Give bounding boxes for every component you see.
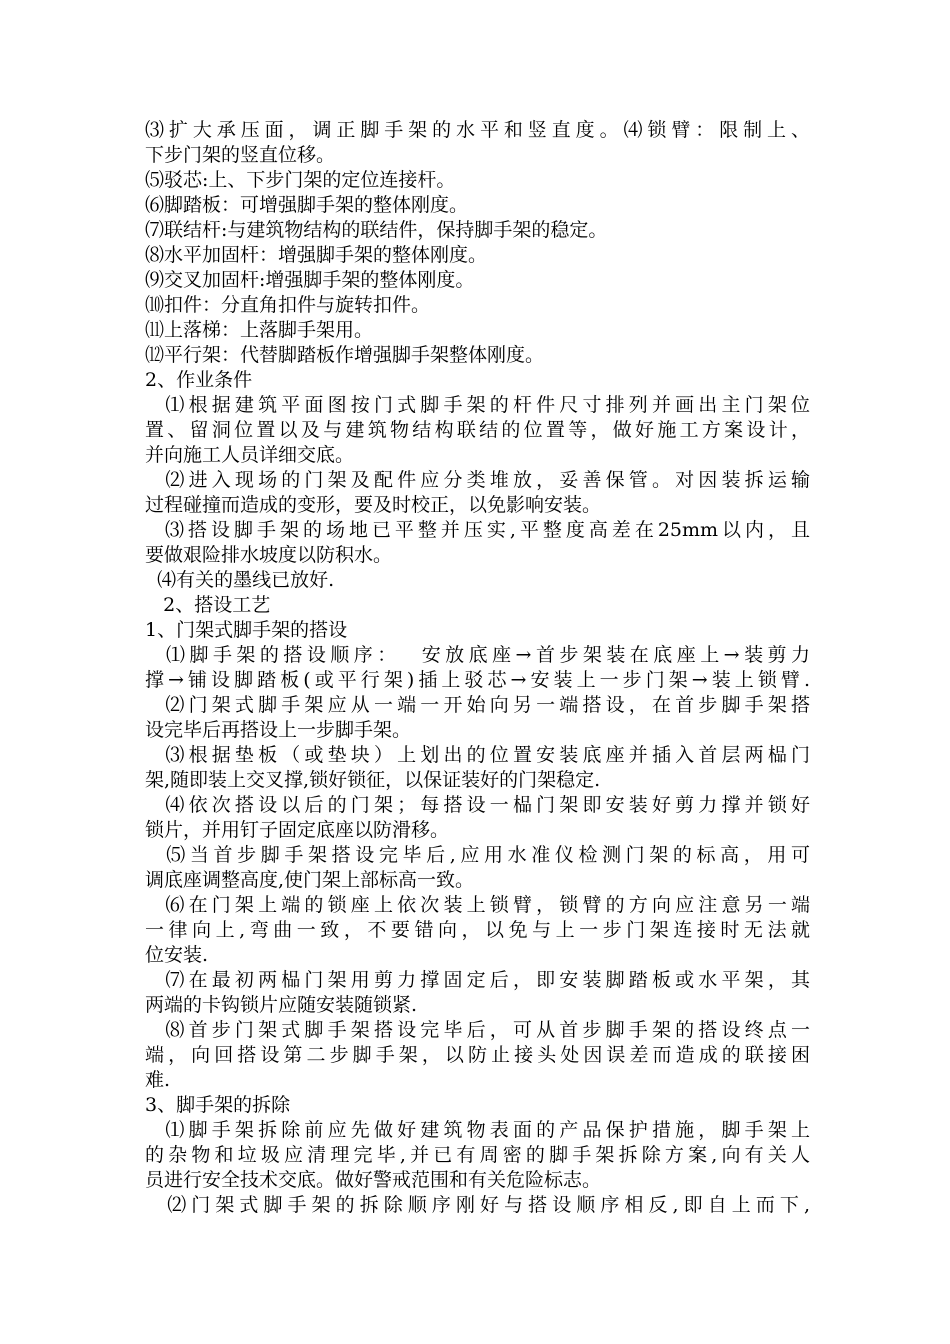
text-line: 要做艰险排水坡度以防积水。	[145, 544, 393, 566]
text-line: 置、留洞位置以及与建筑物结构联结的位置等，做好施工方案设计，	[145, 419, 810, 441]
text-line: ⑶根据垫板（或垫块）上划出的位置安装底座并插入首层两榀门	[145, 744, 810, 766]
text-line: ⑺联结杆:与建筑物结构的联结件，保持脚手架的稳定。	[145, 219, 608, 241]
text-line: ⑸驳芯:上、下步门架的定位连接杆。	[145, 169, 456, 191]
text-line: 一律向上,弯曲一致，不要错向，以免与上一步门架连接时无法就	[145, 919, 810, 941]
text-line: ⑵进入现场的门架及配件应分类堆放，妥善保管。对因装拆运输	[145, 469, 810, 491]
text-line: ⑶搭设脚手架的场地已平整并压实,平整度高差在25mm以内，且	[145, 519, 810, 541]
text-line: ⑽扣件：分直角扣件与旋转扣件。	[145, 294, 431, 316]
text-line: ⑴脚手架拆除前应先做好建筑物表面的产品保护措施，脚手架上	[145, 1119, 810, 1141]
text-line: 架,随即装上交叉撑,锁好锁征，以保证装好的门架稳定.	[145, 769, 601, 791]
text-line: 设完毕后再搭设上一步脚手架。	[145, 719, 412, 741]
text-line: ⑻首步门架式脚手架搭设完毕后，可从首步脚手架的搭设终点一	[145, 1019, 810, 1041]
text-line: ⑹在门架上端的锁座上依次装上锁臂，锁臂的方向应注意另一端	[145, 894, 810, 916]
text-line: ⑼交叉加固杆:增强脚手架的整体刚度。	[145, 269, 475, 291]
text-line: 撑→铺设脚踏板(或平行架)插上驳芯→安装上一步门架→装上锁臂.	[145, 669, 810, 691]
text-line: 调底座调整高度,使门架上部标高一致。	[145, 869, 475, 891]
text-line: 位安装.	[145, 944, 209, 966]
text-line: 难.	[145, 1069, 171, 1091]
text-line: 并向施工人员详细交底。	[145, 444, 355, 466]
text-line: ⑵门架式脚手架应从一端一开始向另一端搭设，在首步脚手架搭	[145, 694, 810, 716]
section-heading: 2、搭设工艺	[145, 594, 271, 616]
section-heading: 3、脚手架的拆除	[145, 1094, 291, 1116]
text-line: ⑷有关的墨线已放好.	[145, 569, 335, 591]
section-heading: 1、门架式脚手架的搭设	[145, 619, 348, 641]
text-line: 过程碰撞而造成的变形，要及时校正，以免影响安装。	[145, 494, 602, 516]
text-line: ⑶扩大承压面，调正脚手架的水平和竖直度。⑷锁臂：限制上、	[145, 119, 810, 141]
text-line: ⑹脚踏板：可增强脚手架的整体刚度。	[145, 194, 469, 216]
text-line: ⑺在最初两榀门架用剪力撑固定后，即安装脚踏板或水平架，其	[145, 969, 810, 991]
text-line: 的杂物和垃圾应清理完毕,并已有周密的脚手架拆除方案,向有关人	[145, 1144, 810, 1166]
text-line: ⑾上落梯：上落脚手架用。	[145, 319, 374, 341]
text-line: ⑿平行架：代替脚踏板作增强脚手架整体刚度。	[145, 344, 545, 366]
text-line: ⑻水平加固杆：增强脚手架的整体刚度。	[145, 244, 488, 266]
text-line: 两端的卡钩锁片应随安装随锁紧.	[145, 994, 418, 1016]
text-line: ⑴根据建筑平面图按门式脚手架的杆件尺寸排列并画出主门架位	[145, 394, 810, 416]
text-line: ⑷依次搭设以后的门架；每搭设一榀门架即安装好剪力撑并锁好	[145, 794, 810, 816]
section-heading: 2、作业条件	[145, 369, 253, 391]
document-body	[145, 118, 810, 1218]
text-line: ⑸当首步脚手架搭设完毕后,应用水准仪检测门架的标高，用可	[145, 844, 810, 866]
text-line: 锁片，并用钉子固定底座以防滑移。	[145, 819, 450, 841]
text-line: 下步门架的竖直位移。	[145, 144, 336, 166]
text-line: 员进行安全技术交底。做好警戒范围和有关危险标志。	[145, 1169, 602, 1191]
text-line: ⑵门架式脚手架的拆除顺序刚好与搭设顺序相反,即自上而下,	[145, 1194, 810, 1216]
text-line: 端，向回搭设第二步脚手架，以防止接头处因误差而造成的联接困	[145, 1044, 810, 1066]
text-line: ⑴脚手架的搭设顺序： 安放底座→首步架装在底座上→装剪力	[145, 644, 810, 666]
